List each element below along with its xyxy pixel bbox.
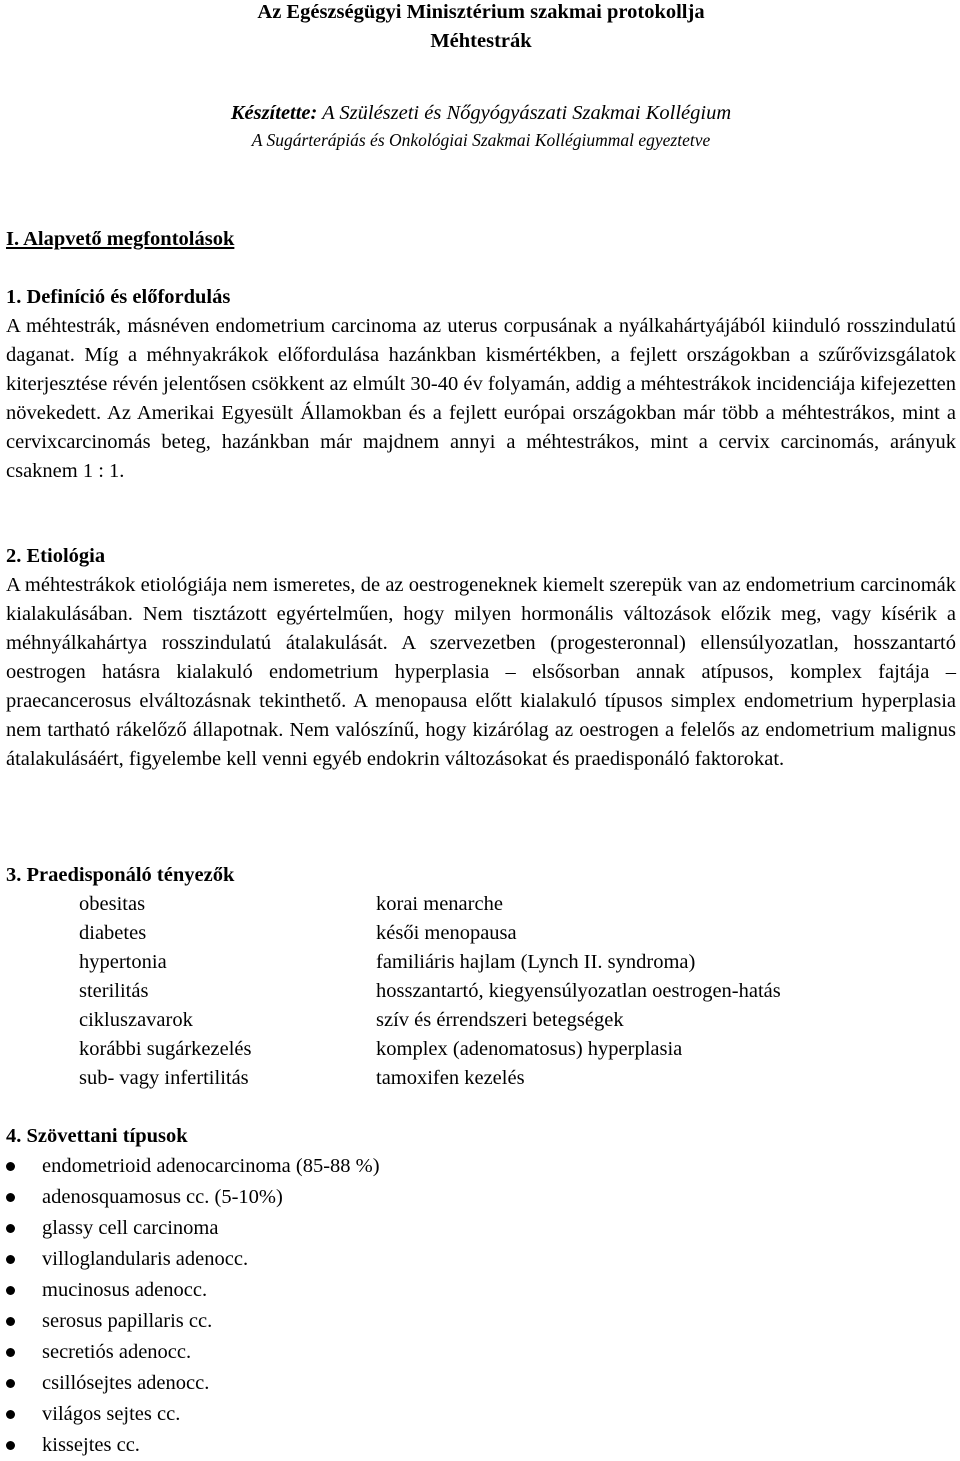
document-header bbox=[6, 0, 956, 152]
list-item-text: secretiós adenocc. bbox=[42, 1341, 192, 1363]
definition-section bbox=[6, 283, 956, 486]
factor-right: komplex (adenomatosus) hyperplasia bbox=[376, 1038, 683, 1060]
list-item-text: világos sejtes cc. bbox=[42, 1403, 181, 1425]
factor-right: szív és érrendszeri betegségek bbox=[376, 1009, 624, 1031]
factor-left: korábbi sugárkezelés bbox=[79, 1038, 252, 1060]
list-item bbox=[6, 1182, 956, 1213]
factor-right: hosszantartó, kiegyensúlyozatlan oestrogen-hatás bbox=[376, 980, 781, 1002]
bullet-icon bbox=[6, 1162, 15, 1171]
factor-right: korai menarche bbox=[376, 893, 503, 915]
factor-left: cikluszavarok bbox=[79, 1009, 193, 1031]
list-item-text: serosus papillaris cc. bbox=[42, 1310, 213, 1332]
section-heading: I. Alapvető megfontolások bbox=[6, 228, 235, 250]
factor-left: sub- vagy infertilitás bbox=[79, 1067, 249, 1089]
bullet-icon bbox=[6, 1317, 15, 1326]
etiology-section bbox=[6, 542, 956, 774]
bullet-icon bbox=[6, 1348, 15, 1357]
factor-row bbox=[6, 1064, 781, 1093]
bullet-icon bbox=[6, 1441, 15, 1450]
factor-left: hypertonia bbox=[79, 951, 167, 973]
coordination-line: A Sugárterápiás és Onkológiai Szakmai Kollégiummal egyeztetve bbox=[251, 130, 711, 150]
bullet-icon bbox=[6, 1286, 15, 1295]
factor-left: obesitas bbox=[79, 893, 146, 915]
bullet-icon bbox=[6, 1224, 15, 1233]
list-item bbox=[6, 1151, 956, 1182]
factor-row bbox=[6, 1035, 781, 1064]
factor-row bbox=[6, 1006, 781, 1035]
factors-table bbox=[6, 890, 781, 1093]
list-item bbox=[6, 1275, 956, 1306]
list-item bbox=[6, 1368, 956, 1399]
list-item bbox=[6, 1399, 956, 1430]
definition-heading: 1. Definíció és előfordulás bbox=[6, 286, 231, 308]
definition-text: A méhtestrák, másnéven endometrium carcinoma az uterus corpusának a nyálkahártyájából kiinduló rosszindulatú daganat. Míg a méhnyakrákok előfordulása hazánkban kismértékben, a fejlett országokban a szűrővizsgálatok kiterjesztése révén jelentősen csökkent az elmúlt 30-40 év folyamán, addig a méhtestrákok incidenciája kifejezetten növekedett. Az Amerikai Egyesült Államokban és a fejlett európai országokban már több a méhtestrákos, mint a cervixcarcinomás beteg, hazánkban már majdnem annyi a méhtestrákos, mint a cervix carcinomás, arányuk csaknem 1 : 1. bbox=[6, 315, 956, 482]
factor-right: tamoxifen kezelés bbox=[376, 1067, 525, 1089]
document-title bbox=[6, 0, 956, 56]
list-item bbox=[6, 1244, 956, 1275]
types-heading: 4. Szövettani típusok bbox=[6, 1125, 188, 1147]
factor-row bbox=[6, 948, 781, 977]
list-item-text: endometrioid adenocarcinoma (85-88 %) bbox=[42, 1155, 380, 1177]
author-label: Készítette: bbox=[230, 102, 318, 124]
list-item-text: glassy cell carcinoma bbox=[42, 1217, 219, 1239]
factor-left: diabetes bbox=[79, 922, 147, 944]
document-page bbox=[6, 0, 956, 1456]
list-item-text: kissejtes cc. bbox=[42, 1434, 140, 1456]
etiology-heading: 2. Etiológia bbox=[6, 545, 106, 567]
types-list bbox=[6, 1151, 956, 1461]
etiology-text: A méhtestrákok etiológiája nem ismeretes, de az oestrogeneknek kiemelt szerepük van az endometrium carcinomák kialakulásában. Nem tisztázott egyértelműen, hogy milyen hormonális változások előzik meg, vagy kísérik a méhnyálkahártya rosszindulatú átalakulását. A szervezetben (progesteronnal) ellensúlyozatlan, hosszantartó oestrogen hatásra kialakuló endometrium hyperplasia – elsősorban annak atípusos, komplex fajtája – praecancerosus elváltozásnak tekinthető. A menopausa előtt kialakuló típusos simplex endometrium hyperplasia nem tartható rákelőző állapotnak. Nem valószínű, hogy kizárólag az oestrogen a felelős az endometrium malignus átalakulásáért, figyelembe kell venni egyéb endokrin változásokat és praedisponáló faktorokat. bbox=[6, 574, 956, 770]
author-value: A Szülészeti és Nőgyógyászati Szakmai Kollégium bbox=[317, 102, 732, 124]
author-line bbox=[6, 99, 956, 128]
factor-row bbox=[6, 919, 781, 948]
list-item-text: mucinosus adenocc. bbox=[42, 1279, 208, 1301]
bullet-icon bbox=[6, 1255, 15, 1264]
list-item bbox=[6, 1306, 956, 1337]
factors-section bbox=[6, 861, 956, 1093]
list-item-text: csillósejtes adenocc. bbox=[42, 1372, 210, 1394]
list-item-text: adenosquamosus cc. (5-10%) bbox=[42, 1186, 283, 1208]
factor-left: sterilitás bbox=[79, 980, 149, 1002]
bullet-icon bbox=[6, 1193, 15, 1202]
factor-right: késői menopausa bbox=[376, 922, 517, 944]
factors-heading: 3. Praedisponáló tényezők bbox=[6, 864, 235, 886]
list-item bbox=[6, 1430, 956, 1461]
factor-row bbox=[6, 890, 781, 919]
list-item-text: villoglandularis adenocc. bbox=[42, 1248, 249, 1270]
factor-right: familiáris hajlam (Lynch II. syndroma) bbox=[376, 951, 696, 973]
list-item bbox=[6, 1337, 956, 1368]
title-line-2: Méhtestrák bbox=[430, 30, 532, 52]
title-line-1: Az Egészségügyi Minisztérium szakmai protokollja bbox=[257, 1, 705, 23]
list-item bbox=[6, 1213, 956, 1244]
bullet-icon bbox=[6, 1410, 15, 1419]
types-section bbox=[6, 1122, 956, 1461]
bullet-icon bbox=[6, 1379, 15, 1388]
factor-row bbox=[6, 977, 781, 1006]
